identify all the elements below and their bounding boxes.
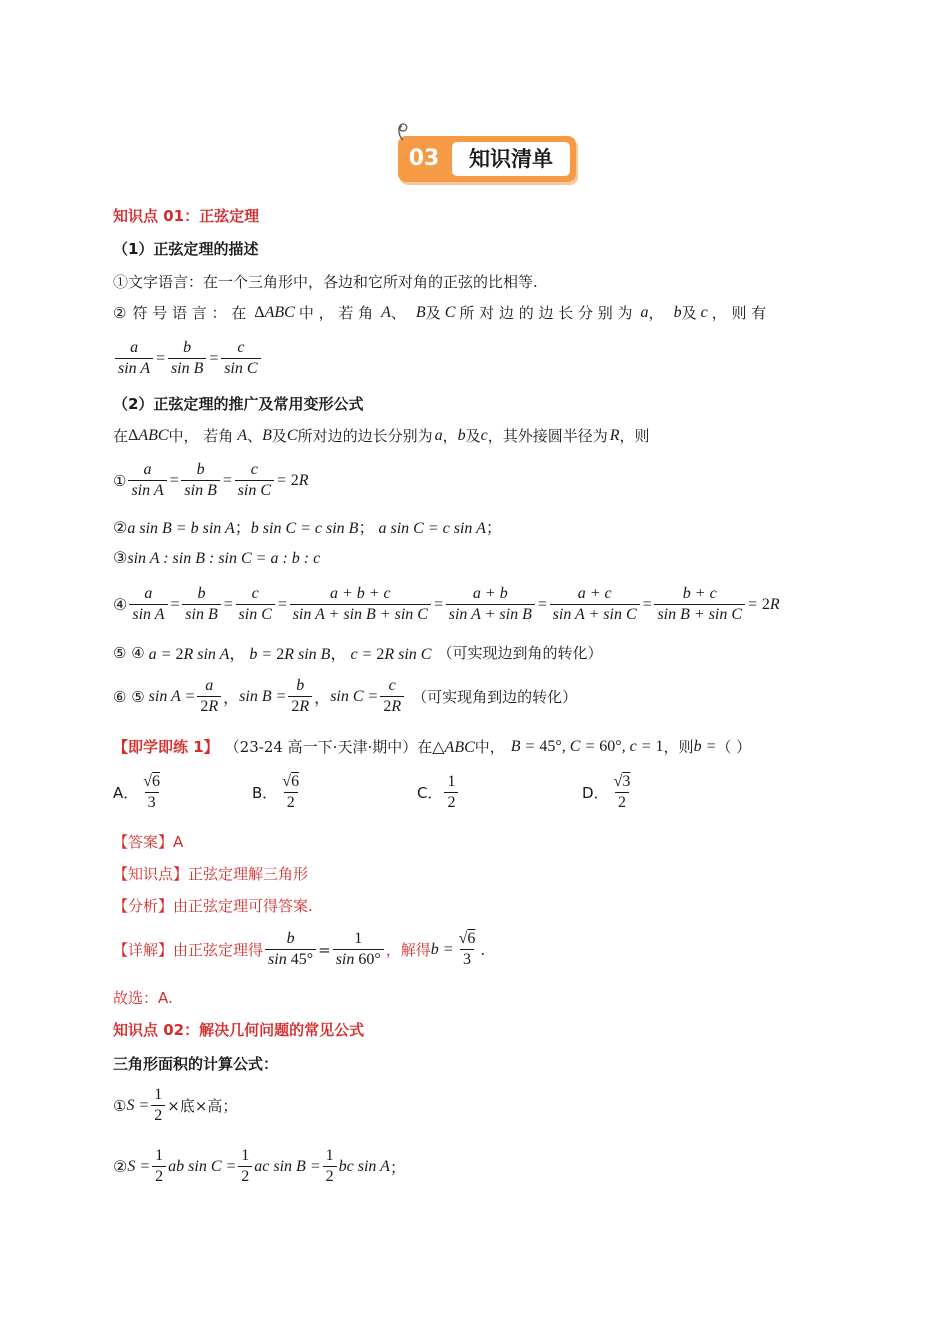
detail-line: 【详解】 由正弦定理得 $\frac{b}{\sin 45^\circ}$ = $\frac{1}{\sin 60^\circ}$ ，解得 b = $\frac{√6}{3}$ . [113,930,486,968]
option-d[interactable]: D． $\frac{√3}{2}$ [582,773,631,811]
circle-2b: ② [113,520,128,537]
detail-text-1: 由正弦定理得 [173,941,264,959]
kp1-item-1: ①文字语言：在一个三角形中，各边和它所对角的正弦的比相等. [113,273,538,291]
gen-text-1: 在 [113,427,129,445]
formula-5-note: （可实现边到角的转化） [437,644,603,662]
gen-text-2: 中， 若角 [168,427,234,445]
kp1-item-2: ② 符 号 语 言 ： 在 ΔABC 中 ， 若 角 A 、 B 及 C 所 对 边 的 边 长 分 别 为 a ， b 及 c ， 则 有 [113,303,767,322]
answer-value: A [173,833,184,851]
circle-1: ① [113,471,127,490]
detail-text-2: ，解得 [385,941,431,959]
circle-3: ③ [113,550,128,567]
circle-4: ④ [113,596,128,614]
option-a-label: A． [113,784,139,802]
item2-text-3: 所 对 边 的 边 长 分 别 为 [459,304,633,322]
badge-label: 知识清单 [452,142,570,176]
choose-line: 故选：A. [113,989,173,1007]
kp2-title: 知识点 02：解决几何问题的常见公式 [113,1021,365,1039]
detail-tag: 【详解】 [113,941,174,959]
kp-value: 正弦定理解三角形 [188,865,309,883]
option-d-label: D． [582,784,609,802]
formula-6: ⑥ ⑤ sin A = $\frac{a}{2R}$ ， sin B = $\frac{b}{2R}$ ， sin C = $\frac{c}{2R}$ （可实现角到边的转化） [113,677,578,715]
item2-text-2: 中 ， 若 角 [298,304,374,322]
formula-2: ②a sin B = b sin A；b sin C = c sin B； a sin C = c sin A； [113,520,502,537]
option-b-label: B． [252,784,278,802]
area-formula-1-text: ×底×高； [167,1097,238,1115]
answer-line [113,831,183,852]
section-badge [398,136,576,182]
knowledge-point-line [113,863,308,884]
gen-text-3: 所对边的边长分别为 [297,427,433,445]
kp-tag: 【知识点】 [113,865,189,883]
option-c-label: C． [417,784,443,802]
area-circle-1: ① [113,1096,127,1115]
analysis-line [113,895,313,916]
analysis-value: 由正弦定理可得答案. [173,897,313,915]
gen-text-4: ，其外接圆半径为 [487,427,608,445]
analysis-tag: 【分析】 [113,897,174,915]
formula-1: ① $\frac{a}{\text{sin A}}$ = $\frac{b}{\text{sin B}}$ = $\frac{c}{\text{sin C}}$ = 2 R [113,461,309,499]
decorative-loop-icon [392,118,414,142]
formula-4: ④ $\frac{a}{\text{sin A}}$ = $\frac{b}{\text{sin B}}$ = $\frac{c}{\text{sin C}}$ = $\frac{a + b + c}{\text{sin A + sin B + sin C}}$ = $\frac{a + b}{\text{sin A + sin B}}$ = $\frac{a + c}{\text{sin A + sin C}}$ = $\frac{b + c}{\text{sin B + sin C}}$ = 2 R [113,585,780,623]
exercise-source: （23-24 高一下·天津·期中）在 [224,738,433,756]
area-formula-2: ② S = $\frac{1}{2}$ ab sin C = $\frac{1}{2}$ ac sin B = $\frac{1}{2}$ bc sin A ； [113,1147,406,1185]
exercise-paren: （ ） [716,738,752,756]
area-formula-1: ① S = $\frac{1}{2}$ ×底×高； [113,1086,238,1124]
formula-5: ⑤ ④ a = 2R sin A， b = 2R sin B， c = 2R sin C （可实现边到角的转化） [113,643,603,663]
circle-6: ⑥ ⑤ [113,687,145,706]
option-c[interactable]: C． $\frac{1}{2}$ [417,772,460,813]
gen-text-5: ，则 [619,427,650,445]
kp1-subtitle-1: （1）正弦定理的描述 [113,240,259,258]
formula-3: ③sin A : sin B : sin C = a : b : c [113,550,321,567]
exercise-stem-end: ，则 [663,738,694,756]
answer-tag: 【答案】 [113,833,174,851]
exercise-tag: 【即学即练 1】 [113,738,219,756]
badge-number: 03 [408,146,440,171]
kp1-title: 知识点 01：正弦定理 [113,207,260,225]
kp2-subtitle: 三角形面积的计算公式： [113,1055,279,1073]
law-of-sines-formula: $\frac{a}{\text{sin A}}$ = $\frac{b}{\text{sin B}}$ = $\frac{c}{\text{sin C}}$ [113,338,263,379]
item2-text-1: 符 号 语 言 ： 在 [132,304,247,322]
circle-2: ② [113,303,127,322]
kp1-subtitle-2: （2）正弦定理的推广及常用变形公式 [113,395,364,413]
formula-6-note: （可实现角到边的转化） [412,688,578,706]
circle-5: ⑤ ④ [113,643,145,662]
kp1-general-text: 在 ΔABC 中， 若角 A 、 B 及 C 所对边的边长分别为 a ， b 及 c ，其外接圆半径为 R ，则 [113,426,650,445]
exercise-stem: 【即学即练 1】 （23-24 高一下·天津·期中）在 △ABC 中， B = 45°, C = 60°, c = 1 ，则 b = （ ） [113,737,752,756]
option-a[interactable]: A． $\frac{√6}{3}$ [113,773,161,811]
area-circle-2: ② [113,1158,128,1176]
item2-text-4: ， 则 有 [711,304,767,322]
option-b[interactable]: B． $\frac{√6}{2}$ [252,773,300,811]
